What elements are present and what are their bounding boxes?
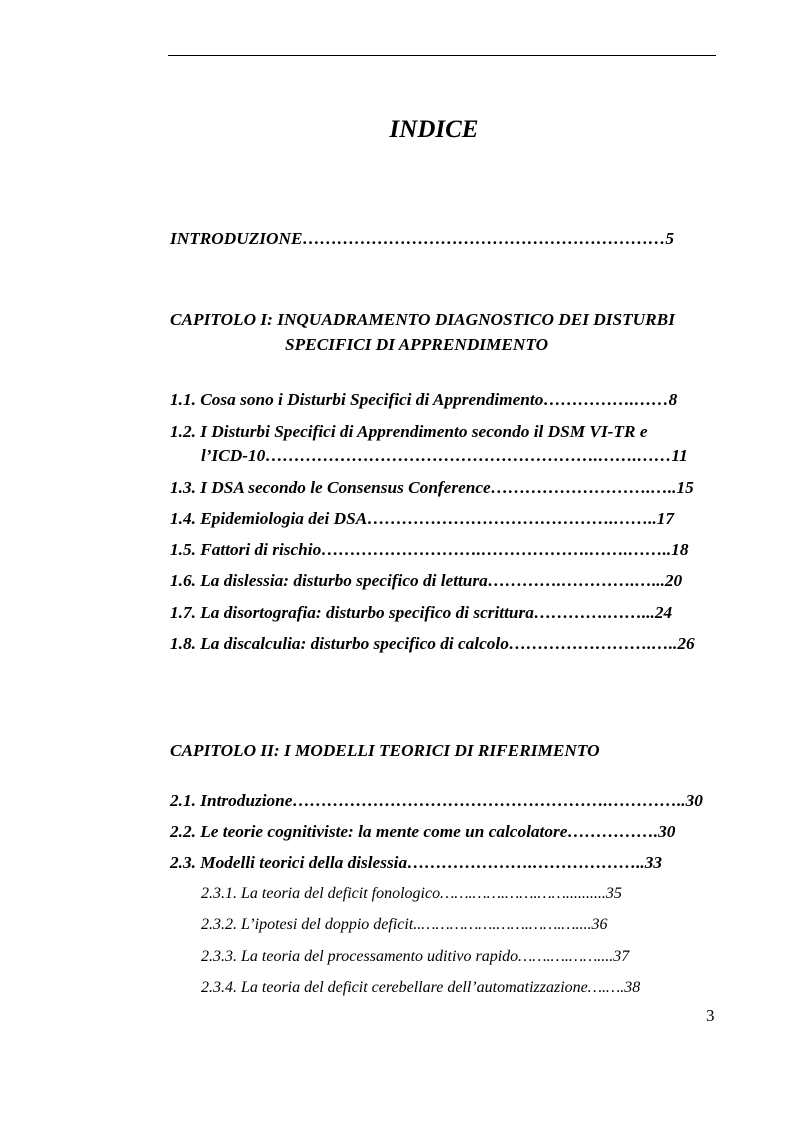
toc-subentry: 2.3.2. L’ipotesi del doppio deficit..…………….…….…….…....36 <box>201 916 608 933</box>
toc-entry: 1.4. Epidemiologia dei DSA…………………………………….……..17 <box>170 509 675 528</box>
toc-subentry: 2.3.4. La teoria del deficit cerebellare dell’automatizzazione….….38 <box>201 979 641 996</box>
toc-entry: 1.7. La disortografia: disturbo specifico di scrittura………….……...24 <box>170 603 673 622</box>
chapter-2-heading: CAPITOLO II: I MODELLI TEORICI DI RIFERIMENTO <box>170 741 600 760</box>
toc-entry: 1.6. La dislessia: disturbo specifico di lettura………….………….…...20 <box>170 571 683 590</box>
header-rule <box>168 55 716 56</box>
toc-subentry: 2.3.1. La teoria del deficit fonologico…….…….…….……..........35 <box>201 885 622 902</box>
chapter-1-heading: CAPITOLO I: INQUADRAMENTO DIAGNOSTICO DEI DISTURBI <box>170 310 675 329</box>
toc-entry: 1.5. Fattori di rischio……………………….……………….…….……..18 <box>170 540 689 559</box>
chapter-1-heading-continued: SPECIFICI DI APPRENDIMENTO <box>285 335 549 354</box>
toc-entry: 2.1. Introduzione……………………………………………….…………..30 <box>170 791 703 810</box>
page-number: 3 <box>706 1006 715 1025</box>
toc-entry: 1.8. La discalculia: disturbo specifico di calcolo…………………….…..26 <box>170 634 695 653</box>
toc-entry: 1.1. Cosa sono i Disturbi Specifici di Apprendimento…………….……8 <box>170 390 678 409</box>
toc-subentry: 2.3.3. La teoria del processamento uditivo rapido…….….……....37 <box>201 948 630 965</box>
toc-entry-continued: l’ICD-10………………………………………………….…….……11 <box>201 446 688 465</box>
toc-entry-introduction: INTRODUZIONE………………………………………………………5 <box>170 229 675 248</box>
page-title: INDICE <box>389 116 479 143</box>
toc-entry: 2.2. Le teorie cognitiviste: la mente come un calcolatore…………….30 <box>170 822 676 841</box>
toc-entry: 1.2. I Disturbi Specifici di Apprendimento secondo il DSM VI-TR e <box>170 422 648 441</box>
toc-entry: 2.3. Modelli teorici della dislessia………………….………………..33 <box>170 853 663 872</box>
toc-entry: 1.3. I DSA secondo le Consensus Conference……………………….…..15 <box>170 478 694 497</box>
